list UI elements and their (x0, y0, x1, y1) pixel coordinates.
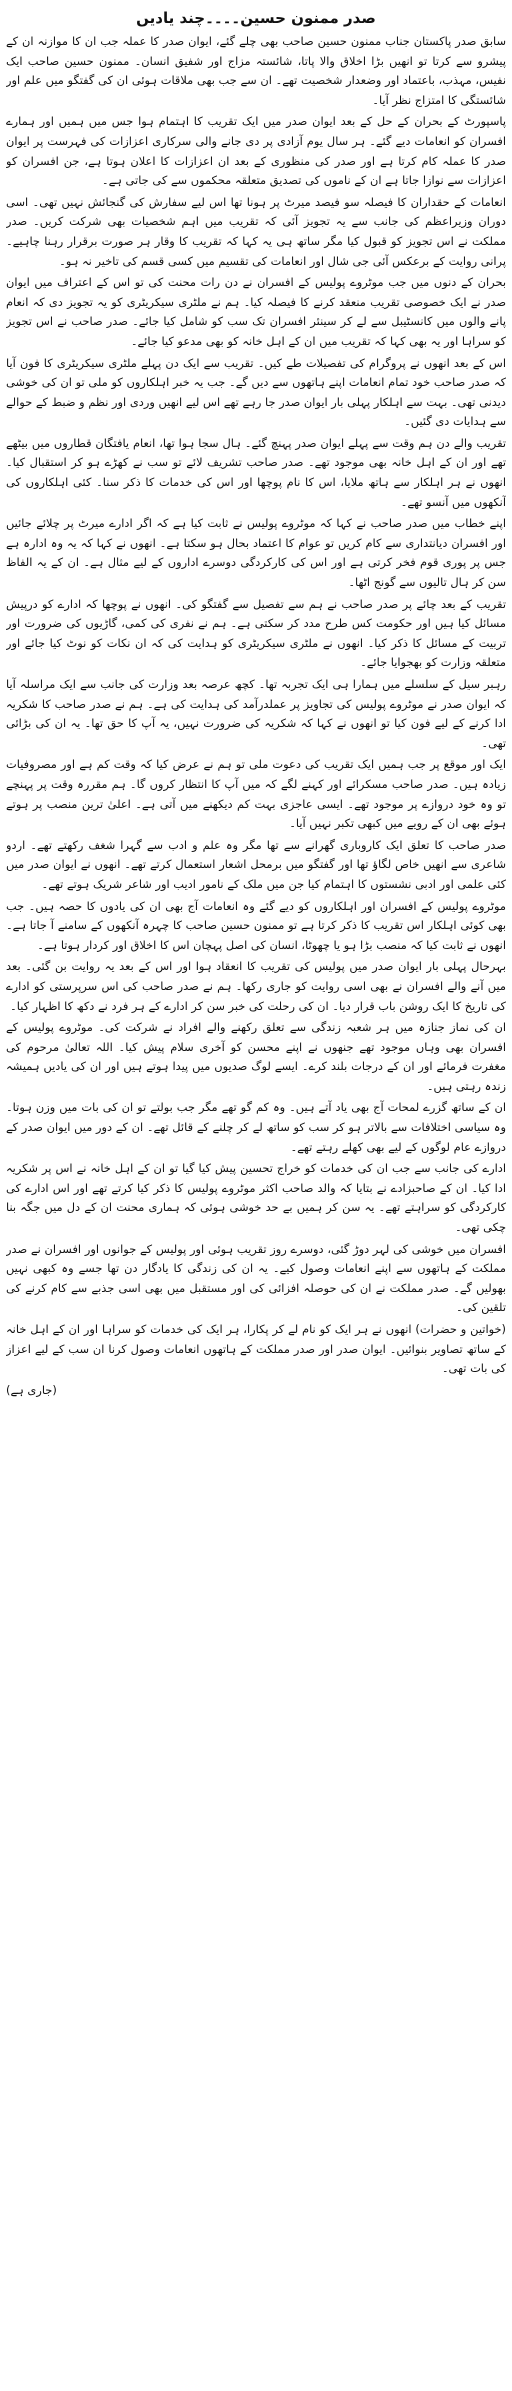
article-paragraph-8: تقریب کے بعد چائے پر صدر صاحب نے ہم سے تفصیل سے گفتگو کی۔ انھوں نے پوچھا کہ ادارے کو درپیش مسائل کیا ہیں اور حکومت کس طرح مدد کر سکتی ہے۔ ہم نے نفری کی کمی، گاڑیوں کی ضرورت اور تربیت کے مسائل کا ذکر کیا۔ انھوں نے ملٹری سیکریٹری کو ہدایت کی کہ ان نکات کو نوٹ کیا جائے اور متعلقہ وزارت کو بھجوایا جائے۔ (6, 596, 506, 670)
article-paragraph-11: صدر صاحب کا تعلق ایک کاروباری گھرانے سے تھا مگر وہ علم و ادب سے گہرا شغف رکھتے تھے۔ اردو شاعری سے انھیں خاص لگاؤ تھا اور گفتگو میں برمحل اشعار استعمال کرتے تھے۔ انھوں نے ایوان صدر میں کئی علمی اور ادبی نشستوں کا اہتمام کیا جن میں ملک کے نامور ادیب اور شاعر شریک ہوتے تھے۔ (6, 837, 506, 891)
article-paragraph-16: ادارے کی جانب سے جب ان کی خدمات کو خراج تحسین پیش کیا گیا تو ان کے اہل خانہ نے اس پر شکریہ ادا کیا۔ ان کے صاحبزادے نے بتایا کہ والد صاحب اکثر موٹروے پولیس کا ذکر کیا کرتے تھے اور اس ادارے کی کارکردگی کو سراہتے تھے۔ یہ سن کر ہمیں بے حد خوشی ہوئی کہ ہماری محنت ان کے دل میں جگہ بنا چکی تھی۔ (6, 1161, 506, 1235)
article-paragraph-6: تقریب والے دن ہم وقت سے پہلے ایوان صدر پہنچ گئے۔ ہال سجا ہوا تھا، انعام یافتگان قطاروں میں بیٹھے تھے اور ان کے اہل خانہ بھی موجود تھے۔ صدر صاحب تشریف لائے تو سب نے کھڑے ہو کر استقبال کیا۔ انھوں نے ہر اہلکار سے ہاتھ ملایا، اس کا نام پوچھا اور اس کی خدمات کا ذکر سنا۔ کئی اہلکاروں کی آنکھوں میں آنسو تھے۔ (6, 435, 506, 509)
article-paragraph-9: رہبر سیل کے سلسلے میں ہمارا ہی ایک تجربہ تھا۔ کچھ عرصہ بعد وزارت کی جانب سے ایک مراسلہ آیا کہ ایوان صدر نے موٹروے پولیس کی تجاویز پر عملدرآمد کی ہدایت کی ہے۔ ہم نے صدر صاحب کا شکریہ ادا کرنے کے لیے فون کیا تو انھوں نے کہا کہ شکریہ کی ضرورت نہیں، یہ آپ کا حق تھا۔ یہ ان کی بڑائی تھی۔ (6, 677, 506, 750)
article-paragraph-17: افسران میں خوشی کی لہر دوڑ گئی، دوسرے روز تقریب ہوئی اور پولیس کے جوانوں اور افسران نے صدر مملکت کے ہاتھوں سے اپنے انعامات وصول کیے۔ یہ ان کی زندگی کا یادگار دن تھا جسے وہ کبھی نہیں بھولیں گے۔ صدر مملکت نے ان کی حوصلہ افزائی کی اور مستقبل میں بھی اسی جذبے سے کام کرنے کی تلقین کی۔ (6, 1241, 506, 1315)
article-title: صدر ممنون حسین۔۔۔۔چند یادیں (136, 9, 376, 27)
article-paragraph-2: پاسپورٹ کے بحران کے حل کے بعد ایوان صدر میں ایک تقریب کا اہتمام ہوا جس میں ہمیں اور ہمارے افسران کو انعامات دیے گئے۔ ہر سال یوم آزادی پر دی جانے والی سرکاری اعزازات کی فہرست پر ایوان صدر کا عملہ کام کرتا ہے اور صدر کی منظوری کے بعد ان اعزازات کا اعلان ہوتا ہے، جن افسران کو اعزازات سے نوازا جاتا ہے ان کے ناموں کی تصدیق متعلقہ محکموں سے کی جاتی ہے۔ (6, 114, 506, 188)
article-paragraph-4: بحران کے دنوں میں جب موٹروے پولیس کے افسران نے دن رات محنت کی تو اس کے اعتراف میں ایوان صدر نے ایک خصوصی تقریب منعقد کرنے کا فیصلہ کیا۔ ہم نے ملٹری سیکریٹری کو یہ تجویز دی کہ انعام پانے والوں میں کانسٹیبل سے لے کر سینئر افسران تک سب کو شامل کیا جائے۔ صدر صاحب نے اس تجویز کو سراہا اور یہ بھی کہا کہ تقریب میں ان کے اہل خانہ کو بھی مدعو کیا جائے۔ (6, 275, 506, 348)
article-paragraph-14: ان کی نماز جنازہ میں ہر شعبہ زندگی سے تعلق رکھنے والے افراد نے شرکت کی۔ موٹروے پولیس کے افسران بھی وہاں موجود تھے جنھوں نے اپنے محسن کو آخری سلام پیش کیا۔ اللہ تعالیٰ مرحوم کی مغفرت فرمائے اور ان کے درجات بلند کرے۔ ایسے لوگ صدیوں میں پیدا ہوتے ہیں اور ان کی یادیں ہمیشہ زندہ رہتی ہیں۔ (6, 1020, 506, 1093)
article-paragraph-7: اپنے خطاب میں صدر صاحب نے کہا کہ موٹروے پولیس نے ثابت کیا ہے کہ اگر ادارے میرٹ پر چلائے جائیں اور افسران دیانتداری سے کام کریں تو عوام کا اعتماد بحال ہو سکتا ہے۔ انھوں نے کہا کہ یہ وہ ادارہ ہے جس پر پوری قوم فخر کرتی ہے اور اس کی کارکردگی دوسرے اداروں کے لیے مثال ہے۔ ان کے یہ الفاظ سن کر ہال تالیوں سے گونج اٹھا۔ (6, 516, 506, 590)
article-paragraph-5: اس کے بعد انھوں نے پروگرام کی تفصیلات طے کیں۔ تقریب سے ایک دن پہلے ملٹری سیکریٹری کا فون آیا کہ صدر صاحب خود تمام انعامات اپنے ہاتھوں سے دیں گے۔ جب یہ خبر اہلکاروں کو ملی تو ان کی خوشی دیدنی تھی۔ بہت سے اہلکار پہلی بار ایوان صدر جا رہے تھے اس لیے انھیں وردی اور نظم و ضبط کے حوالے سے ہدایات دی گئیں۔ (6, 355, 506, 429)
article-paragraph-1: سابق صدر پاکستان جناب ممنون حسین صاحب بھی چلے گئے، ایوان صدر کا عملہ جب ان کا موازنہ ان کے پیشرو سے کرتا تو انھیں بڑا اخلاق والا پاتا، شائستہ مزاج اور شفیق انسان۔ ممنون حسین صاحب ایک نفیس، مہذب، باعتماد اور وضعدار شخصیت تھے۔ ان سے جب بھی ملاقات ہوئی ان کی گفتگو میں علم اور شائستگی کا امتزاج نظر آیا۔ (6, 34, 506, 107)
article-paragraph-3: انعامات کے حقداران کا فیصلہ سو فیصد میرٹ پر ہونا تھا اس لیے سفارش کی گنجائش نہیں تھی۔ اسی دوران وزیراعظم کی جانب سے یہ تجویز آئی کہ تقریب میں اہم شخصیات بھی شرکت کریں۔ صدر مملکت نے اس تجویز کو قبول کیا مگر ساتھ ہی یہ کہا کہ تقریب کا وقار ہر صورت برقرار رہنا چاہیے۔ پرانی روایت کے برعکس آئی جی شال اور انعامات کی تقسیم میں کسی قسم کی تاخیر نہ ہو۔ (6, 194, 506, 268)
article-paragraph-13: بہرحال پہلی بار ایوان صدر میں پولیس کی تقریب کا انعقاد ہوا اور اس کے بعد یہ روایت بن گئی۔ بعد میں آنے والے افسران نے بھی اسی روایت کو جاری رکھا۔ ہم نے صدر صاحب کی اس سرپرستی کو ادارے کی تاریخ کا ایک روشن باب قرار دیا۔ ان کی رحلت کی خبر سن کر ادارے کے ہر فرد نے دکھ کا اظہار کیا۔ (6, 959, 506, 1013)
continued-note: (جاری ہے) (6, 1382, 57, 1397)
article-paragraph-10: ایک اور موقع پر جب ہمیں ایک تقریب کی دعوت ملی تو ہم نے عرض کیا کہ وقت کم ہے اور مصروفیات زیادہ ہیں۔ صدر صاحب مسکرائے اور کہنے لگے کہ میں آپ کا انتظار کروں گا۔ ہم مقررہ وقت پر پہنچے تو وہ خود دروازے پر موجود تھے۔ ایسی عاجزی بہت کم دیکھنے میں آتی ہے۔ اعلیٰ ترین منصب پر ہوتے ہوئے بھی ان کے رویے میں کبھی تکبر نہیں آیا۔ (6, 757, 506, 831)
article-paragraph-15: ان کے ساتھ گزرے لمحات آج بھی یاد آتے ہیں۔ وہ کم گو تھے مگر جب بولتے تو ان کی بات میں وزن ہوتا۔ وہ سیاسی اختلافات سے بالاتر ہو کر سب کو ساتھ لے کر چلنے کے قائل تھے۔ ان کے دور میں ایوان صدر کے دروازے عام لوگوں کے لیے بھی کھلے رہتے تھے۔ (6, 1100, 506, 1154)
article-paragraph-12: موٹروے پولیس کے افسران اور اہلکاروں کو دیے گئے وہ انعامات آج بھی ان کی یادوں کا حصہ ہیں۔ جب بھی کوئی اہلکار اس تقریب کا ذکر کرتا ہے تو ممنون حسین صاحب کا چہرہ آنکھوں کے سامنے آ جاتا ہے۔ انھوں نے ثابت کیا کہ منصب بڑا ہو یا چھوٹا، انسان کی اصل پہچان اس کا اخلاق اور کردار ہوتا ہے۔ (6, 898, 506, 952)
article-paragraph-18: (خواتین و حضرات) انھوں نے ہر ایک کو نام لے کر پکارا، ہر ایک کی خدمات کو سراہا اور ان کے اہل خانہ کے ساتھ تصاویر بنوائیں۔ ایوان صدر اور صدر مملکت کے ہاتھوں انعامات وصول کرنا ان سب کے لیے اعزاز کی بات تھی۔ (6, 1322, 506, 1376)
article-column (6, 6, 506, 2385)
